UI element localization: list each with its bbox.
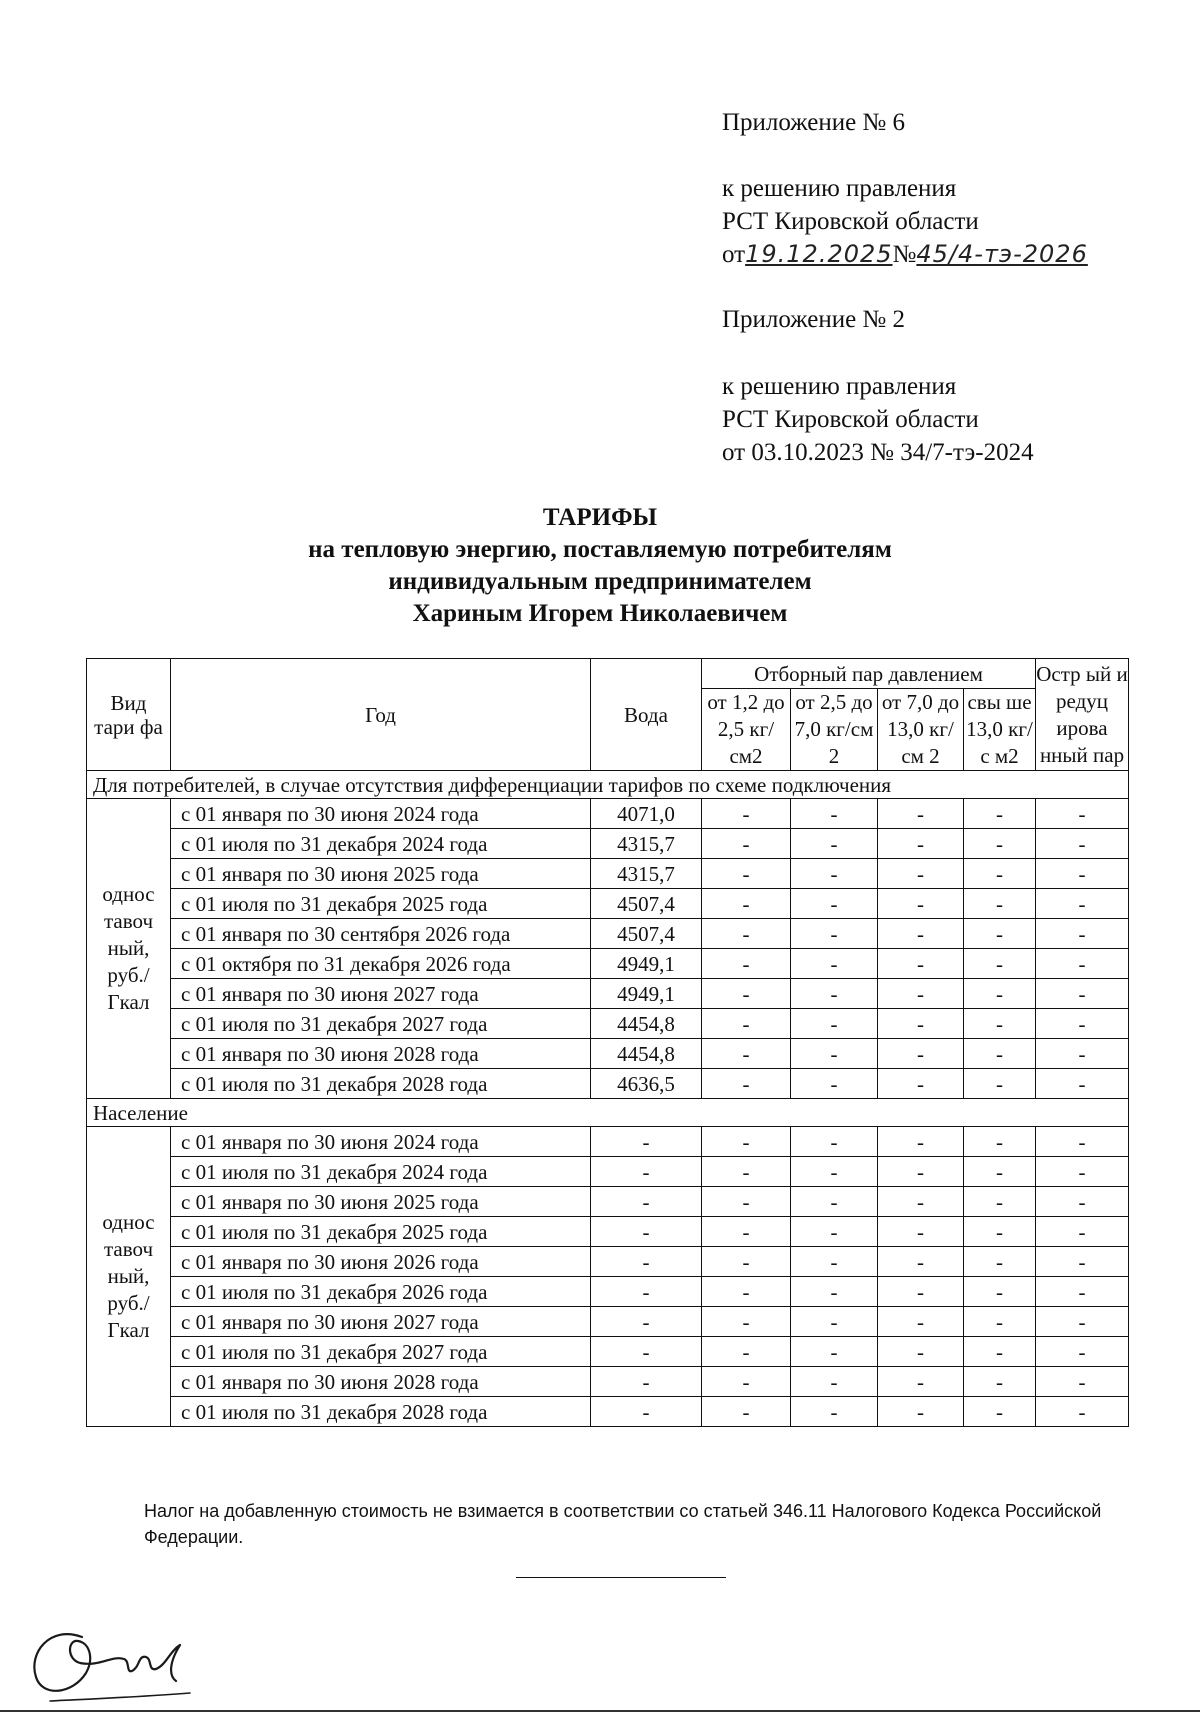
sharp-cell: - bbox=[1036, 859, 1129, 889]
bottom-edge-line bbox=[0, 1710, 1200, 1712]
p2-cell: - bbox=[791, 979, 878, 1009]
sharp-cell: - bbox=[1036, 919, 1129, 949]
table-row bbox=[87, 799, 1129, 829]
table-row bbox=[87, 829, 1129, 859]
p4-cell: - bbox=[964, 1217, 1036, 1247]
p3-cell: - bbox=[878, 859, 964, 889]
p4-cell: - bbox=[964, 1367, 1036, 1397]
period-cell: с 01 июля по 31 декабря 2025 года bbox=[171, 889, 591, 919]
period-cell: с 01 июля по 31 декабря 2024 года bbox=[171, 1157, 591, 1187]
p4-cell: - bbox=[964, 1337, 1036, 1367]
table-row bbox=[87, 1039, 1129, 1069]
water-cell: - bbox=[591, 1187, 702, 1217]
p1-cell: - bbox=[702, 1217, 791, 1247]
header-pressure-2: от 2,5 до 7,0 кг/см 2 bbox=[791, 689, 878, 771]
p2-cell: - bbox=[791, 919, 878, 949]
doc-subtitle-1: на тепловую энергию, поставляемую потребителям bbox=[308, 536, 892, 563]
vat-footnote: Налог на добавленную стоимость не взимается в соответствии со статьей 346.11 Налогового Кодекса Российской Федерации. bbox=[144, 1501, 1102, 1547]
decision-2-line-3: от 03.10.2023 № 34/7-тэ-2024 bbox=[722, 439, 1034, 466]
period-cell: с 01 июля по 31 декабря 2024 года bbox=[171, 829, 591, 859]
p1-cell: - bbox=[702, 979, 791, 1009]
p4-cell: - bbox=[964, 829, 1036, 859]
p1-cell: - bbox=[702, 1157, 791, 1187]
p4-cell: - bbox=[964, 859, 1036, 889]
table-row bbox=[87, 1337, 1129, 1367]
table-row bbox=[87, 1277, 1129, 1307]
water-cell: - bbox=[591, 1337, 702, 1367]
p1-cell: - bbox=[702, 889, 791, 919]
header-steam-group: Отборный пар давлением bbox=[702, 659, 1036, 689]
water-cell: 4315,7 bbox=[591, 829, 702, 859]
p4-cell: - bbox=[964, 1307, 1036, 1337]
p3-cell: - bbox=[878, 1187, 964, 1217]
p2-cell: - bbox=[791, 1247, 878, 1277]
header-sharp-steam: Остр ый и редуц ирова нный пар bbox=[1036, 659, 1129, 771]
table-row bbox=[87, 1247, 1129, 1277]
period-cell: с 01 января по 30 июня 2027 года bbox=[171, 979, 591, 1009]
sharp-cell: - bbox=[1036, 829, 1129, 859]
table-row bbox=[87, 859, 1129, 889]
p1-cell: - bbox=[702, 919, 791, 949]
decision-2-line-2: РСТ Кировской области bbox=[722, 406, 979, 433]
table-row bbox=[87, 1009, 1129, 1039]
p1-cell: - bbox=[702, 1187, 791, 1217]
decision-1-date-line bbox=[722, 238, 1088, 271]
tariff-table bbox=[86, 658, 1129, 1427]
table-row bbox=[87, 979, 1129, 1009]
decision-2-line-1: к решению правления bbox=[722, 373, 957, 400]
p3-cell: - bbox=[878, 1157, 964, 1187]
water-cell: 4949,1 bbox=[591, 979, 702, 1009]
table-row bbox=[87, 1127, 1129, 1157]
period-cell: с 01 января по 30 июня 2025 года bbox=[171, 1187, 591, 1217]
p3-cell: - bbox=[878, 799, 964, 829]
water-cell: 4454,8 bbox=[591, 1009, 702, 1039]
p4-cell: - bbox=[964, 919, 1036, 949]
section-2-label: Население bbox=[87, 1099, 1129, 1127]
p3-cell: - bbox=[878, 979, 964, 1009]
p4-cell: - bbox=[964, 1247, 1036, 1277]
p1-cell: - bbox=[702, 1127, 791, 1157]
p3-cell: - bbox=[878, 919, 964, 949]
sharp-cell: - bbox=[1036, 1337, 1129, 1367]
sharp-cell: - bbox=[1036, 799, 1129, 829]
p2-cell: - bbox=[791, 949, 878, 979]
water-cell: 4454,8 bbox=[591, 1039, 702, 1069]
p3-cell: - bbox=[878, 889, 964, 919]
sharp-cell: - bbox=[1036, 1009, 1129, 1039]
period-cell: с 01 июля по 31 декабря 2027 года bbox=[171, 1337, 591, 1367]
water-cell: 4507,4 bbox=[591, 889, 702, 919]
period-cell: с 01 октября по 31 декабря 2026 года bbox=[171, 949, 591, 979]
handwritten-number: 45/4-тэ-2026 bbox=[916, 240, 1088, 268]
table-row bbox=[87, 889, 1129, 919]
section-1 bbox=[87, 771, 1129, 1099]
sharp-cell: - bbox=[1036, 1039, 1129, 1069]
p1-cell: - bbox=[702, 1247, 791, 1277]
decision-1-prefix: от bbox=[722, 241, 746, 268]
p2-cell: - bbox=[791, 1187, 878, 1217]
p4-cell: - bbox=[964, 1397, 1036, 1427]
p2-cell: - bbox=[791, 1069, 878, 1099]
p3-cell: - bbox=[878, 1039, 964, 1069]
p1-cell: - bbox=[702, 799, 791, 829]
sharp-cell: - bbox=[1036, 1277, 1129, 1307]
p3-cell: - bbox=[878, 829, 964, 859]
appendix-6-title: Приложение № 6 bbox=[722, 109, 906, 136]
p2-cell: - bbox=[791, 1307, 878, 1337]
period-cell: с 01 июля по 31 декабря 2026 года bbox=[171, 1277, 591, 1307]
p3-cell: - bbox=[878, 949, 964, 979]
table-header bbox=[87, 659, 1129, 771]
p2-cell: - bbox=[791, 1277, 878, 1307]
signature bbox=[20, 1615, 220, 1705]
sharp-cell: - bbox=[1036, 1397, 1129, 1427]
sharp-cell: - bbox=[1036, 949, 1129, 979]
section-2 bbox=[87, 1099, 1129, 1427]
table-row bbox=[87, 1367, 1129, 1397]
doc-subtitle-3: Хариным Игорем Николаевичем bbox=[412, 600, 788, 627]
water-cell: - bbox=[591, 1157, 702, 1187]
period-cell: с 01 июля по 31 декабря 2028 года bbox=[171, 1397, 591, 1427]
sharp-cell: - bbox=[1036, 1217, 1129, 1247]
p1-cell: - bbox=[702, 1069, 791, 1099]
water-cell: - bbox=[591, 1367, 702, 1397]
handwritten-date: 19.12.2025 bbox=[745, 240, 893, 268]
p3-cell: - bbox=[878, 1217, 964, 1247]
p2-cell: - bbox=[791, 889, 878, 919]
p1-cell: - bbox=[702, 829, 791, 859]
p4-cell: - bbox=[964, 1187, 1036, 1217]
p3-cell: - bbox=[878, 1277, 964, 1307]
doc-title: ТАРИФЫ bbox=[542, 504, 658, 531]
water-cell: - bbox=[591, 1247, 702, 1277]
p2-cell: - bbox=[791, 799, 878, 829]
p3-cell: - bbox=[878, 1397, 964, 1427]
p2-cell: - bbox=[791, 1397, 878, 1427]
p2-cell: - bbox=[791, 1157, 878, 1187]
p4-cell: - bbox=[964, 799, 1036, 829]
p2-cell: - bbox=[791, 1127, 878, 1157]
period-cell: с 01 января по 30 июня 2024 года bbox=[171, 1127, 591, 1157]
sharp-cell: - bbox=[1036, 1247, 1129, 1277]
table-row bbox=[87, 1217, 1129, 1247]
period-cell: с 01 июля по 31 декабря 2027 года bbox=[171, 1009, 591, 1039]
p2-cell: - bbox=[791, 829, 878, 859]
tariff-kind-cell: однос тавоч ный, руб./ Гкал bbox=[87, 799, 171, 1099]
decision-1-line-2: РСТ Кировской области bbox=[722, 208, 979, 235]
p3-cell: - bbox=[878, 1127, 964, 1157]
section-1-label: Для потребителей, в случае отсутствия дифференциации тарифов по схеме подключения bbox=[87, 771, 1129, 799]
water-cell: 4315,7 bbox=[591, 859, 702, 889]
p2-cell: - bbox=[791, 1039, 878, 1069]
sharp-cell: - bbox=[1036, 1367, 1129, 1397]
p4-cell: - bbox=[964, 949, 1036, 979]
water-cell: 4507,4 bbox=[591, 919, 702, 949]
p4-cell: - bbox=[964, 1039, 1036, 1069]
p3-cell: - bbox=[878, 1069, 964, 1099]
sharp-cell: - bbox=[1036, 1127, 1129, 1157]
water-cell: 4949,1 bbox=[591, 949, 702, 979]
table-row bbox=[87, 1397, 1129, 1427]
p3-cell: - bbox=[878, 1247, 964, 1277]
p4-cell: - bbox=[964, 1127, 1036, 1157]
period-cell: с 01 января по 30 сентября 2026 года bbox=[171, 919, 591, 949]
decision-1-line-1: к решению правления bbox=[722, 175, 957, 202]
p2-cell: - bbox=[791, 1217, 878, 1247]
period-cell: с 01 января по 30 июня 2027 года bbox=[171, 1307, 591, 1337]
water-cell: - bbox=[591, 1217, 702, 1247]
p3-cell: - bbox=[878, 1307, 964, 1337]
p1-cell: - bbox=[702, 859, 791, 889]
period-cell: с 01 января по 30 июня 2025 года bbox=[171, 859, 591, 889]
p3-cell: - bbox=[878, 1367, 964, 1397]
table-row bbox=[87, 1307, 1129, 1337]
p2-cell: - bbox=[791, 1367, 878, 1397]
p4-cell: - bbox=[964, 1009, 1036, 1039]
p1-cell: - bbox=[702, 1039, 791, 1069]
sharp-cell: - bbox=[1036, 1157, 1129, 1187]
period-cell: с 01 января по 30 июня 2028 года bbox=[171, 1367, 591, 1397]
header-water: Вода bbox=[591, 659, 702, 771]
p1-cell: - bbox=[702, 1337, 791, 1367]
p1-cell: - bbox=[702, 1009, 791, 1039]
p2-cell: - bbox=[791, 859, 878, 889]
p1-cell: - bbox=[702, 1367, 791, 1397]
table-row bbox=[87, 1157, 1129, 1187]
sharp-cell: - bbox=[1036, 1307, 1129, 1337]
doc-subtitle-2: индивидуальным предпринимателем bbox=[388, 568, 812, 595]
appendix-2-title: Приложение № 2 bbox=[722, 306, 906, 333]
sharp-cell: - bbox=[1036, 1069, 1129, 1099]
header-pressure-1: от 1,2 до 2,5 кг/см2 bbox=[702, 689, 791, 771]
sharp-cell: - bbox=[1036, 1187, 1129, 1217]
header-tariff-kind: Вид тари фа bbox=[87, 659, 171, 771]
water-cell: 4636,5 bbox=[591, 1069, 702, 1099]
header-pressure-4: свы ше 13,0 кг/с м2 bbox=[964, 689, 1036, 771]
tariff-kind-cell: однос тавоч ный, руб./ Гкал bbox=[87, 1127, 171, 1427]
header-pressure-3: от 7,0 до 13,0 кг/см 2 bbox=[878, 689, 964, 771]
p4-cell: - bbox=[964, 1157, 1036, 1187]
p4-cell: - bbox=[964, 1069, 1036, 1099]
water-cell: - bbox=[591, 1277, 702, 1307]
p3-cell: - bbox=[878, 1337, 964, 1367]
table-row bbox=[87, 949, 1129, 979]
water-cell: - bbox=[591, 1397, 702, 1427]
sharp-cell: - bbox=[1036, 979, 1129, 1009]
sharp-cell: - bbox=[1036, 889, 1129, 919]
p2-cell: - bbox=[791, 1009, 878, 1039]
period-cell: с 01 января по 30 июня 2028 года bbox=[171, 1039, 591, 1069]
p3-cell: - bbox=[878, 1009, 964, 1039]
p1-cell: - bbox=[702, 1277, 791, 1307]
p4-cell: - bbox=[964, 979, 1036, 1009]
header-year: Год bbox=[171, 659, 591, 771]
p1-cell: - bbox=[702, 949, 791, 979]
water-cell: 4071,0 bbox=[591, 799, 702, 829]
p1-cell: - bbox=[702, 1397, 791, 1427]
p1-cell: - bbox=[702, 1307, 791, 1337]
table-row bbox=[87, 919, 1129, 949]
period-cell: с 01 июля по 31 декабря 2025 года bbox=[171, 1217, 591, 1247]
water-cell: - bbox=[591, 1127, 702, 1157]
period-cell: с 01 января по 30 июня 2024 года bbox=[171, 799, 591, 829]
p4-cell: - bbox=[964, 1277, 1036, 1307]
p2-cell: - bbox=[791, 1337, 878, 1367]
closing-rule bbox=[516, 1577, 726, 1578]
period-cell: с 01 июля по 31 декабря 2028 года bbox=[171, 1069, 591, 1099]
water-cell: - bbox=[591, 1307, 702, 1337]
table-row bbox=[87, 1069, 1129, 1099]
decision-1-number-label: № bbox=[892, 241, 917, 268]
period-cell: с 01 января по 30 июня 2026 года bbox=[171, 1247, 591, 1277]
table-row bbox=[87, 1187, 1129, 1217]
p4-cell: - bbox=[964, 889, 1036, 919]
